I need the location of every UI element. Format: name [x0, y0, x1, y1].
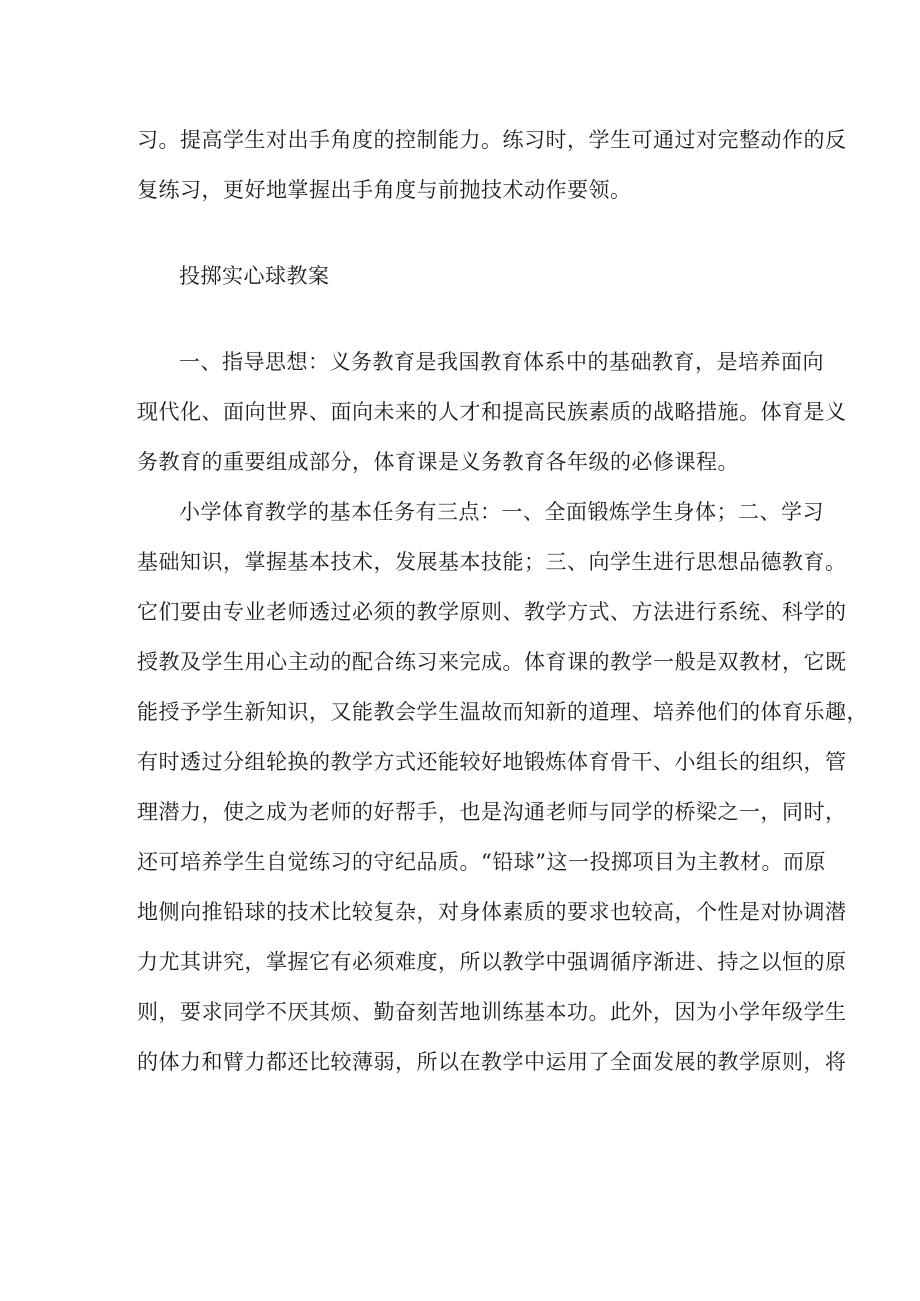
paragraph-basic-tasks — [137, 487, 868, 1087]
text-line: 一、指导思想：义务教育是我国教育体系中的基础教育，是培养面向 — [179, 350, 824, 374]
text-line: 的体力和臂力都还比较薄弱，所以在教学中运用了全面发展的教学原则，将 — [137, 1050, 847, 1074]
text-line: 理潜力，使之成为老师的好帮手，也是沟通老师与同学的桥梁之一，同时， — [137, 800, 847, 824]
paragraph-gap — [137, 301, 797, 337]
text-line: 复练习，更好地掌握出手角度与前抛技术动作要领。 — [137, 178, 632, 202]
text-line: 现代化、面向世界、面向未来的人才和提高民族素质的战略措施。体育是义 — [137, 400, 847, 424]
paragraph-gap — [137, 215, 797, 251]
text-line: 基础知识，掌握基本技术，发展基本技能；三、向学生进行思想品德教育。 — [137, 550, 847, 574]
text-line: 力尤其讲究，掌握它有必须难度，所以教学中强调循序渐进、持之以恒的原 — [137, 950, 847, 974]
text-line: 则，要求同学不厌其烦、勤奋刻苦地训练基本功。此外，因为小学年级学生 — [137, 1000, 847, 1024]
text-line: 务教育的重要组成部分，体育课是义务教育各年级的必修课程。 — [137, 450, 739, 474]
paragraph-guiding-ideology — [137, 337, 847, 487]
text-line: 它们要由专业老师透过必须的教学原则、教学方式、方法进行系统、科学的 — [137, 600, 847, 624]
section-heading: 投掷实心球教案 — [179, 264, 330, 288]
text-line: 授教及学生用心主动的配合练习来完成。体育课的教学一般是双教材，它既 — [137, 650, 847, 674]
text-line: 习。提高学生对出手角度的控制能力。练习时，学生可通过对完整动作的反 — [137, 128, 847, 152]
paragraph-continued — [137, 115, 847, 215]
text-line: 还可培养学生自觉练习的守纪品质。“铅球”这一投掷项目为主教材。而原 — [137, 850, 826, 874]
text-line: 有时透过分组轮换的教学方式还能较好地锻炼体育骨干、小组长的组织，管 — [137, 750, 847, 774]
text-line: 地侧向推铅球的技术比较复杂，对身体素质的要求也较高，个性是对协调潜 — [137, 900, 847, 924]
document-body — [137, 115, 868, 1087]
text-line: 能授予学生新知识，又能教会学生温故而知新的道理、培养他们的体育乐趣， — [137, 700, 868, 724]
text-line: 小学体育教学的基本任务有三点：一、全面锻炼学生身体；二、学习 — [179, 500, 824, 524]
